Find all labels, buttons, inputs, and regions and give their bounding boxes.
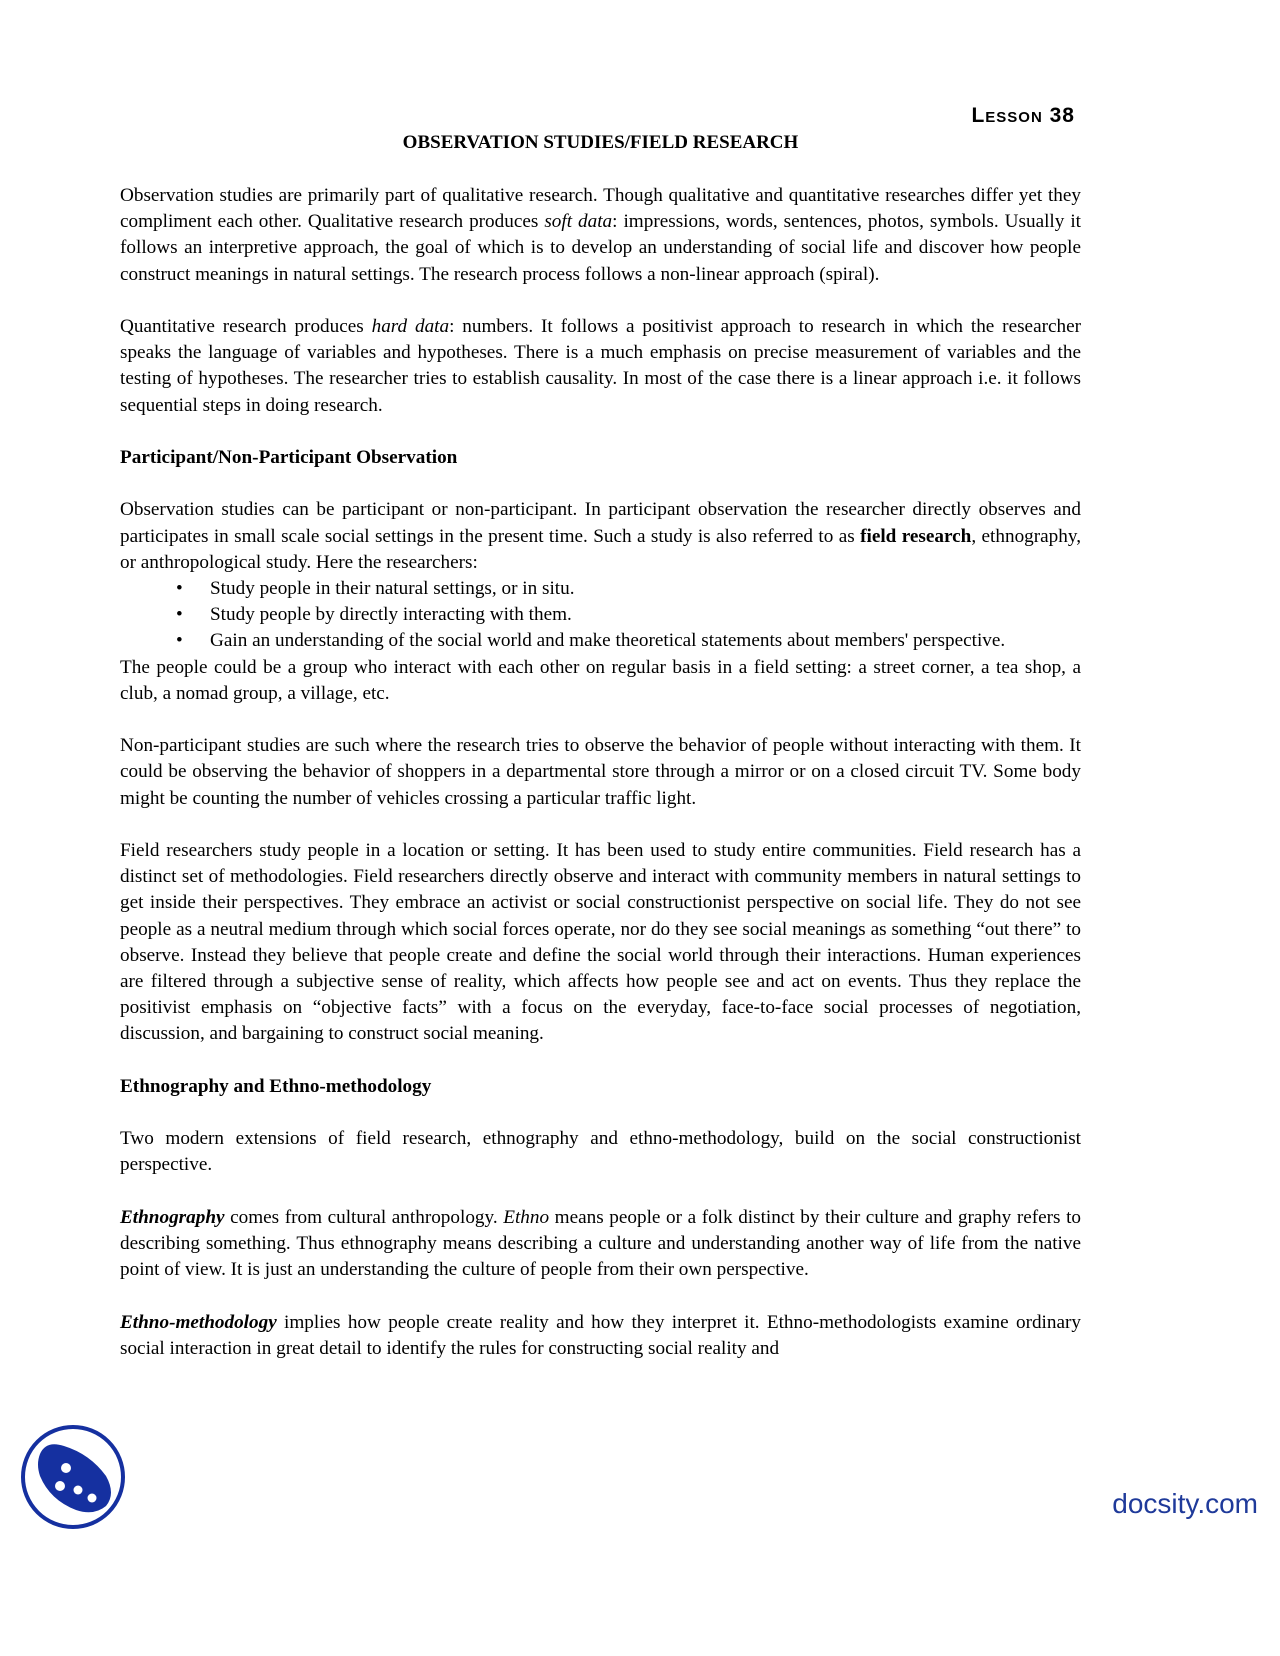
researcher-list <box>120 576 1081 655</box>
docsity-brand[interactable]: docsity.com <box>1112 1488 1258 1519</box>
paragraph-non-participant: Non-participant studies are such where the research tries to observe the behavior of people without interacting with them. It could be observing the behavior of shoppers in a departmental store through a mirror or on a closed circuit TV. Some body might be counting the number of vehicles crossing a particular traffic light. <box>120 735 1081 809</box>
ethnography-term: Ethnography <box>120 1206 225 1228</box>
paragraph-quantitative: Quantitative research produces hard data: numbers. It follows a positivist approach to research in which the researcher speaks the language of variables and hypotheses. There is a much emphasis on precise measurement of variables and the testing of hypotheses. The researcher tries to establish causality. In most of the case there is a linear approach i.e. it follows sequential steps in doing research. <box>120 316 1081 416</box>
section-heading-ethnography: Ethnography and Ethno-methodology <box>120 1075 432 1097</box>
list-item: • Study people in their natural settings, or in situ. <box>210 576 1081 602</box>
paragraph-ethno-methodology: Ethno-methodology implies how people create reality and how they interpret it. Ethno-methodologists examine ordinary social interaction in great detail to identify the rules for constructing social reality and <box>120 1311 1081 1359</box>
lesson-label: Lesson 38 <box>971 104 1075 127</box>
document-body <box>120 183 1081 1362</box>
paragraph-ethnography: Ethnography comes from cultural anthropology. Ethno means people or a folk distinct by their culture and graphy refers to describing something. Thus ethnography means describing a culture and understanding another way of life from the native point of view. It is just an understanding the culture of people from their own perspective. <box>120 1206 1081 1281</box>
paragraph-extensions: Two modern extensions of field research, ethnography and ethno-methodology, build on the social constructionist perspective. <box>120 1128 1081 1176</box>
field-research-term: field research <box>860 525 972 547</box>
ethno-methodology-term: Ethno-methodology <box>120 1311 277 1333</box>
hard-data-term: hard data <box>371 316 450 337</box>
list-item: • Gain an understanding of the social world and make theoretical statements about members' perspective. <box>210 628 1081 654</box>
soft-data-term: soft data <box>544 211 613 233</box>
ethno-term: Ethno <box>503 1206 550 1228</box>
page-title: OBSERVATION STUDIES/FIELD RESEARCH <box>402 132 799 153</box>
docsity-logo-icon <box>20 1424 126 1530</box>
list-item: • Study people by directly interacting with them. <box>210 602 1081 628</box>
paragraph-participant: Observation studies can be participant or non-participant. In participant observation the researcher directly observes and participates in small scale social settings in the present time. Such a study is also referred to as field research, ethnography, or anthropological study. Here the researchers: <box>120 499 1081 573</box>
section-heading-participant: Participant/Non-Participant Observation <box>120 447 458 468</box>
paragraph-group: The people could be a group who interact with each other on regular basis in a field setting: a street corner, a tea shop, a club, a nomad group, a village, etc. <box>120 656 1081 704</box>
paragraph-qualitative: Observation studies are primarily part of qualitative research. Though qualitative and quantitative researches differ yet they compliment each other. Qualitative research produces soft data: impressions, words, sentences, photos, symbols. Usually it follows an interpretive approach, the goal of which is to develop an understanding of social life and discover how people construct meanings in natural settings. The research process follows a non-linear approach (spiral). <box>120 185 1081 285</box>
paragraph-field-researchers: Field researchers study people in a location or setting. It has been used to study entire communities. Field research has a distinct set of methodologies. Field researchers directly observe and interact with community members in natural settings to get inside their perspectives. They embrace an activist or social constructionist perspective on social life. They do not see people as a neutral medium through which social forces operate, nor do they see social meanings as something “out there” to observe. Instead they believe that people create and define the social world through their interactions. Human experiences are filtered through a subjective sense of reality, which affects how people see and act on events. Thus they replace the positivist emphasis on “objective facts” with a focus on the everyday, face-to-face social processes of negotiation, discussion, and bargaining to construct social meaning. <box>120 840 1081 1045</box>
